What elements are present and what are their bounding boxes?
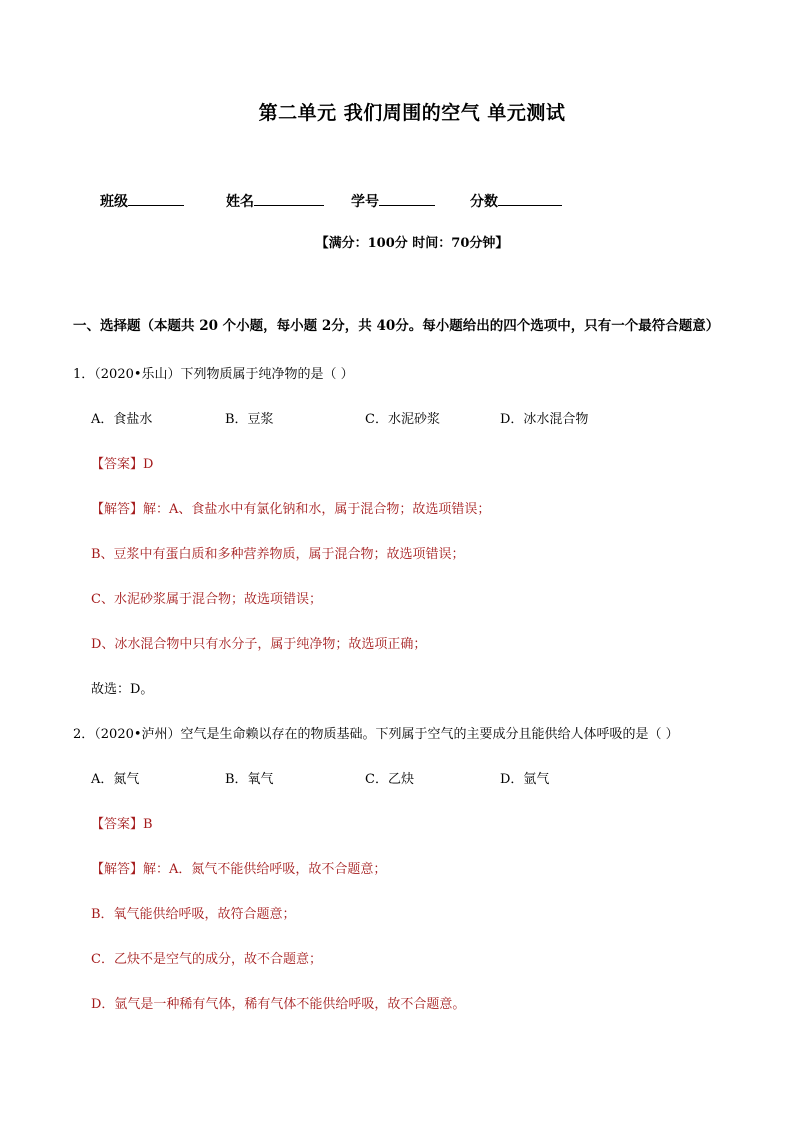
name-label: 姓名: [226, 194, 254, 210]
name-field: [226, 191, 324, 211]
question-2-analysis-line: C．乙炔不是空气的成分，故不合题意；: [91, 952, 322, 967]
question-2-option-a: A．氮气: [91, 772, 140, 787]
question-1-analysis-line: D、冰水混合物中只有水分子，属于纯净物；故选项正确；: [91, 637, 427, 652]
question-1-answer: [91, 453, 153, 472]
question-2-stem: 2．（2020•泸州）空气是生命赖以存在的物质基础。下列属于空气的主要成分且能供给人体呼吸的是（ ）: [73, 727, 679, 742]
answer-tag: 【答案】: [91, 817, 144, 832]
question-2-answer: [91, 813, 153, 832]
question-1-stem: 1．（2020•乐山）下列物质属于纯净物的是（ ）: [73, 367, 354, 382]
question-1-option-b: B．豆浆: [225, 412, 274, 427]
analysis-line: 解：A．氮气不能供给呼吸，故不合题意；: [143, 862, 387, 877]
answer-tag: 【答案】: [91, 457, 144, 472]
student-id-blank: [379, 191, 435, 206]
answer-value: B: [143, 817, 153, 832]
analysis-line: 解：A、食盐水中有氯化钠和水，属于混合物；故选项错误；: [143, 502, 491, 517]
question-2-option-d: D．氩气: [500, 772, 550, 787]
question-1-analysis-line: B、豆浆中有蛋白质和多种营养物质，属于混合物；故选项错误；: [91, 547, 465, 562]
class-label: 班级: [100, 194, 128, 210]
question-2-option-b: B．氧气: [225, 772, 274, 787]
analysis-tag: 【解答】: [91, 862, 144, 877]
analysis-tag: 【解答】: [91, 502, 144, 517]
student-id-label: 学号: [351, 194, 379, 210]
student-id-field: [351, 191, 435, 211]
exam-meta: 【满分：100分 时间：70分钟】: [315, 236, 509, 251]
score-label: 分数: [470, 194, 498, 210]
student-info-row: [100, 191, 660, 213]
question-1-option-d: D．冰水混合物: [500, 412, 589, 427]
question-1-analysis-line: C、水泥砂浆属于混合物；故选项错误；: [91, 592, 322, 607]
section-heading: 一、选择题（本题共 20 个小题，每小题 2分，共 40分。每小题给出的四个选项中，只有一个最符合题意）: [73, 318, 720, 334]
question-2-option-c: C．乙炔: [365, 772, 414, 787]
question-1-analysis: [91, 498, 490, 517]
name-blank: [254, 191, 324, 206]
question-2-analysis-line: B．氧气能供给呼吸，故符合题意；: [91, 907, 296, 922]
class-blank: [128, 191, 184, 206]
question-2-analysis: [91, 858, 386, 877]
question-1-option-c: C．水泥砂浆: [365, 412, 440, 427]
answer-value: D: [143, 457, 154, 472]
score-blank: [498, 191, 562, 206]
question-1-option-a: A．食盐水: [91, 412, 153, 427]
class-field: [100, 191, 184, 211]
question-1-conclusion: 故选：D。: [91, 682, 154, 697]
page-title: 第二单元 我们周围的空气 单元测试: [258, 102, 566, 124]
question-2-analysis-line: D．氩气是一种稀有气体，稀有气体不能供给呼吸，故不合题意。: [91, 997, 466, 1012]
score-field: [470, 191, 562, 211]
